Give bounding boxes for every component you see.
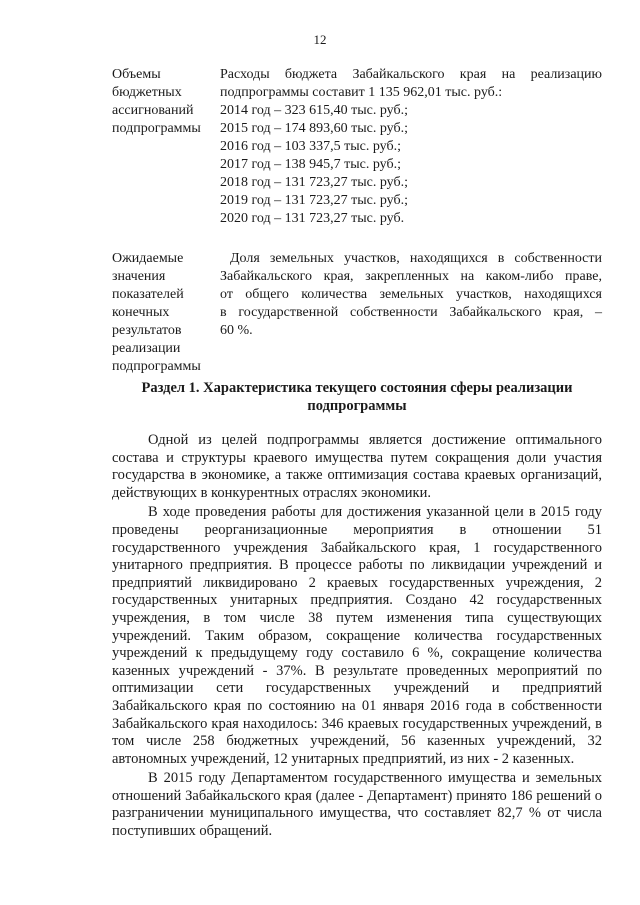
- budget-value: [220, 66, 602, 228]
- label-line: ассигнований: [112, 103, 194, 118]
- value-line: 2015 год – 174 893,60 тыс. руб.;: [220, 121, 408, 136]
- value-line: 2020 год – 131 723,27 тыс. руб.: [220, 211, 405, 226]
- heading-line: Раздел 1. Характеристика текущего состояния сферы реализации: [141, 380, 573, 396]
- results-value: [220, 250, 602, 376]
- heading-line: подпрограммы: [307, 398, 407, 414]
- label-line: бюджетных: [112, 85, 182, 100]
- budget-row: [112, 66, 602, 228]
- value-line: 2019 год – 131 723,27 тыс. руб.;: [220, 193, 408, 208]
- value-line: 60 %.: [220, 323, 253, 338]
- label-line: подпрограммы: [112, 121, 201, 136]
- label-line: показателей: [112, 287, 184, 302]
- label-line: значения: [112, 269, 166, 284]
- value-line: 2016 год – 103 337,5 тыс. руб.;: [220, 139, 401, 154]
- paragraph: В ходе проведения работы для достижения указанной цели в 2015 году проведены реорганизационные мероприятия в отношении 51 государственного учреждения Забайкальского края, 1 государственного унитарного предприятия. В процессе работы по ликвидации учреждений и предприятий ликвидировано 2 краевых государственных учреждения, 2 государственных унитарных предприятия. Создано 42 государственных учреждения, в том числе 38 путем изменения типа существующих учреждений. Таким образом, сокращение количества государственных учреждений к предыдущему году составило 6 %, сокращение количества казенных учреждений - 37%. В результате проведенных мероприятий по оптимизации сети государственных учреждений и предприятий Забайкальского края по состоянию на 01 января 2016 года в собственности Забайкальского края находилось: 346 краевых государственных учреждений, в том числе 258 бюджетных учреждений, 56 казенных учреждений, 32 автономных учреждений, 12 унитарных предприятий, из них - 2 казенных.: [112, 504, 602, 767]
- value-line: от общего количества земельных участков, находящихся: [220, 287, 602, 302]
- value-line: 2017 год – 138 945,7 тыс. руб.;: [220, 157, 401, 172]
- section-heading: [112, 379, 602, 415]
- label-line: подпрограммы: [112, 359, 201, 374]
- value-line: Расходы бюджета Забайкальского края на реализацию: [220, 67, 602, 82]
- label-line: Ожидаемые: [112, 251, 184, 266]
- value-line: 2014 год – 323 615,40 тыс. руб.;: [220, 103, 408, 118]
- label-line: результатов: [112, 323, 182, 338]
- label-line: конечных: [112, 305, 170, 320]
- value-line: Доля земельных участков, находящихся в собственности: [230, 251, 602, 266]
- value-line: подпрограммы составит 1 135 962,01 тыс. руб.:: [220, 85, 503, 100]
- results-label: [112, 250, 220, 376]
- passport-table: [112, 66, 602, 376]
- section-body: [112, 432, 602, 843]
- budget-label: [112, 66, 220, 228]
- paragraph: Одной из целей подпрограммы является достижение оптимального состава и структуры краевого имущества путем сокращения доли участия государства в экономике, а также оптимизация состава краевых организаций, действующих в конкурентных отраслях экономики.: [112, 432, 602, 501]
- value-line: 2018 год – 131 723,27 тыс. руб.;: [220, 175, 408, 190]
- results-row: [112, 250, 602, 376]
- page-number: 12: [313, 32, 327, 47]
- paragraph: В 2015 году Департаментом государственного имущества и земельных отношений Забайкальского края (далее - Департамент) принято 186 решений о разграничении муниципального имущества, что составляет 82,7 % от числа поступивших обращений.: [112, 770, 602, 840]
- value-line: Забайкальского края, закрепленных на каком-либо праве,: [220, 269, 602, 284]
- value-line: в государственной собственности Забайкальского края, –: [220, 305, 602, 320]
- label-line: Объемы: [112, 67, 161, 82]
- label-line: реализации: [112, 341, 181, 356]
